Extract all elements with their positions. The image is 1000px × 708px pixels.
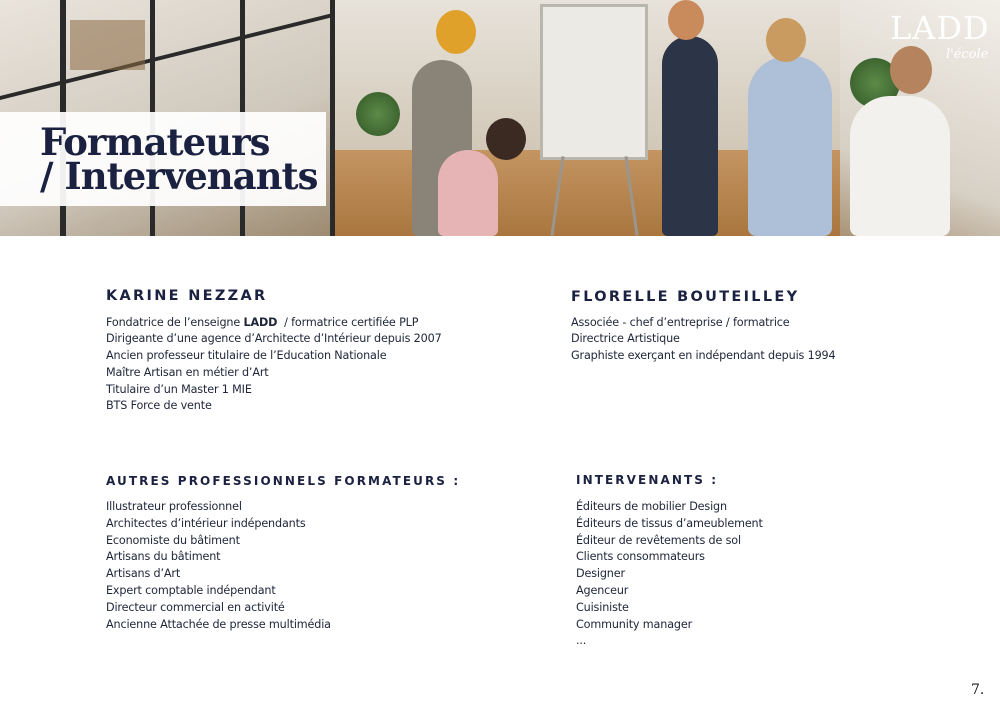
list-item: Ancienne Attachée de presse multimédia [106, 617, 331, 631]
list-item: Titulaire d’un Master 1 MIE [106, 382, 252, 396]
list-item: BTS Force de vente [106, 399, 212, 413]
list-item: Dirigeante d’une agence d’Architecte d’Intérieur depuis 2007 [106, 332, 442, 346]
karine-nezzar-section [106, 289, 442, 415]
florelle-credentials-list [571, 315, 836, 365]
credential-text: Fondatrice de l’enseigne [106, 315, 244, 329]
brand-name-bold: LADD [243, 315, 278, 329]
photo-person-head [766, 18, 806, 62]
speakers-section [576, 474, 763, 650]
photo-bookshelf [70, 20, 145, 70]
page-number: 7. [971, 682, 985, 698]
karine-name-heading: KARINE NEZZAR [106, 288, 268, 304]
photo-person [748, 56, 832, 236]
list-item: Designer [576, 567, 625, 581]
list-item: Ancien professeur titulaire de l’Education Nationale [106, 349, 387, 363]
list-item: Associée - chef d’entreprise / formatrice [571, 315, 790, 329]
list-item: Cuisiniste [576, 600, 629, 614]
other-trainers-section [106, 475, 460, 633]
photo-whiteboard [540, 4, 648, 160]
photo-person [438, 150, 498, 236]
list-item: Éditeur de revêtements de sol [576, 533, 741, 547]
list-item: Graphiste exerçant en indépendant depuis 1994 [571, 349, 836, 363]
speakers-list [576, 499, 763, 650]
photo-person-head [486, 118, 526, 160]
list-item: Artisans du bâtiment [106, 550, 221, 564]
florelle-bouteilley-section [571, 290, 836, 365]
photo-window-frame [330, 0, 335, 236]
list-item: Éditeurs de tissus d’ameublement [576, 516, 763, 530]
logo-subtext: l'école [946, 47, 989, 62]
list-item: Agenceur [576, 583, 629, 597]
photo-person-head [436, 10, 476, 54]
list-item: ... [576, 634, 587, 648]
list-item: Illustrateur professionnel [106, 500, 242, 513]
credential-text: / formatrice certifiée PLP [277, 315, 419, 329]
florelle-name-heading: FLORELLE BOUTEILLEY [571, 289, 800, 305]
list-item: Clients consommateurs [576, 550, 705, 564]
list-item: Expert comptable indépendant [106, 583, 276, 597]
list-item: Artisans d’Art [106, 567, 181, 581]
list-item: Maître Artisan en métier d’Art [106, 365, 269, 379]
list-item: Economiste du bâtiment [106, 533, 240, 547]
photo-person-head [668, 0, 704, 40]
page-title-line-1: Formateurs [40, 120, 270, 164]
photo-plant [356, 92, 400, 136]
photo-person [662, 36, 718, 236]
list-item: Community manager [576, 617, 693, 631]
list-item [106, 315, 442, 332]
logo-text: LADD [890, 9, 990, 47]
hero-banner-photo [0, 0, 1000, 236]
speakers-heading: INTERVENANTS : [576, 473, 719, 487]
list-item: Directrice Artistique [571, 332, 680, 346]
page-title-box [0, 112, 326, 206]
karine-credentials-list [106, 315, 442, 416]
list-item: Architectes d’intérieur indépendants [106, 516, 306, 530]
list-item: Éditeurs de mobilier Design [576, 500, 727, 513]
photo-person [850, 96, 950, 236]
ladd-logo [890, 9, 990, 68]
other-trainers-heading: AUTRES PROFESSIONNELS FORMATEURS : [106, 474, 461, 488]
other-trainers-list [106, 499, 460, 633]
page-title-line-2: / Intervenants [40, 154, 318, 198]
list-item: Directeur commercial en activité [106, 600, 285, 614]
